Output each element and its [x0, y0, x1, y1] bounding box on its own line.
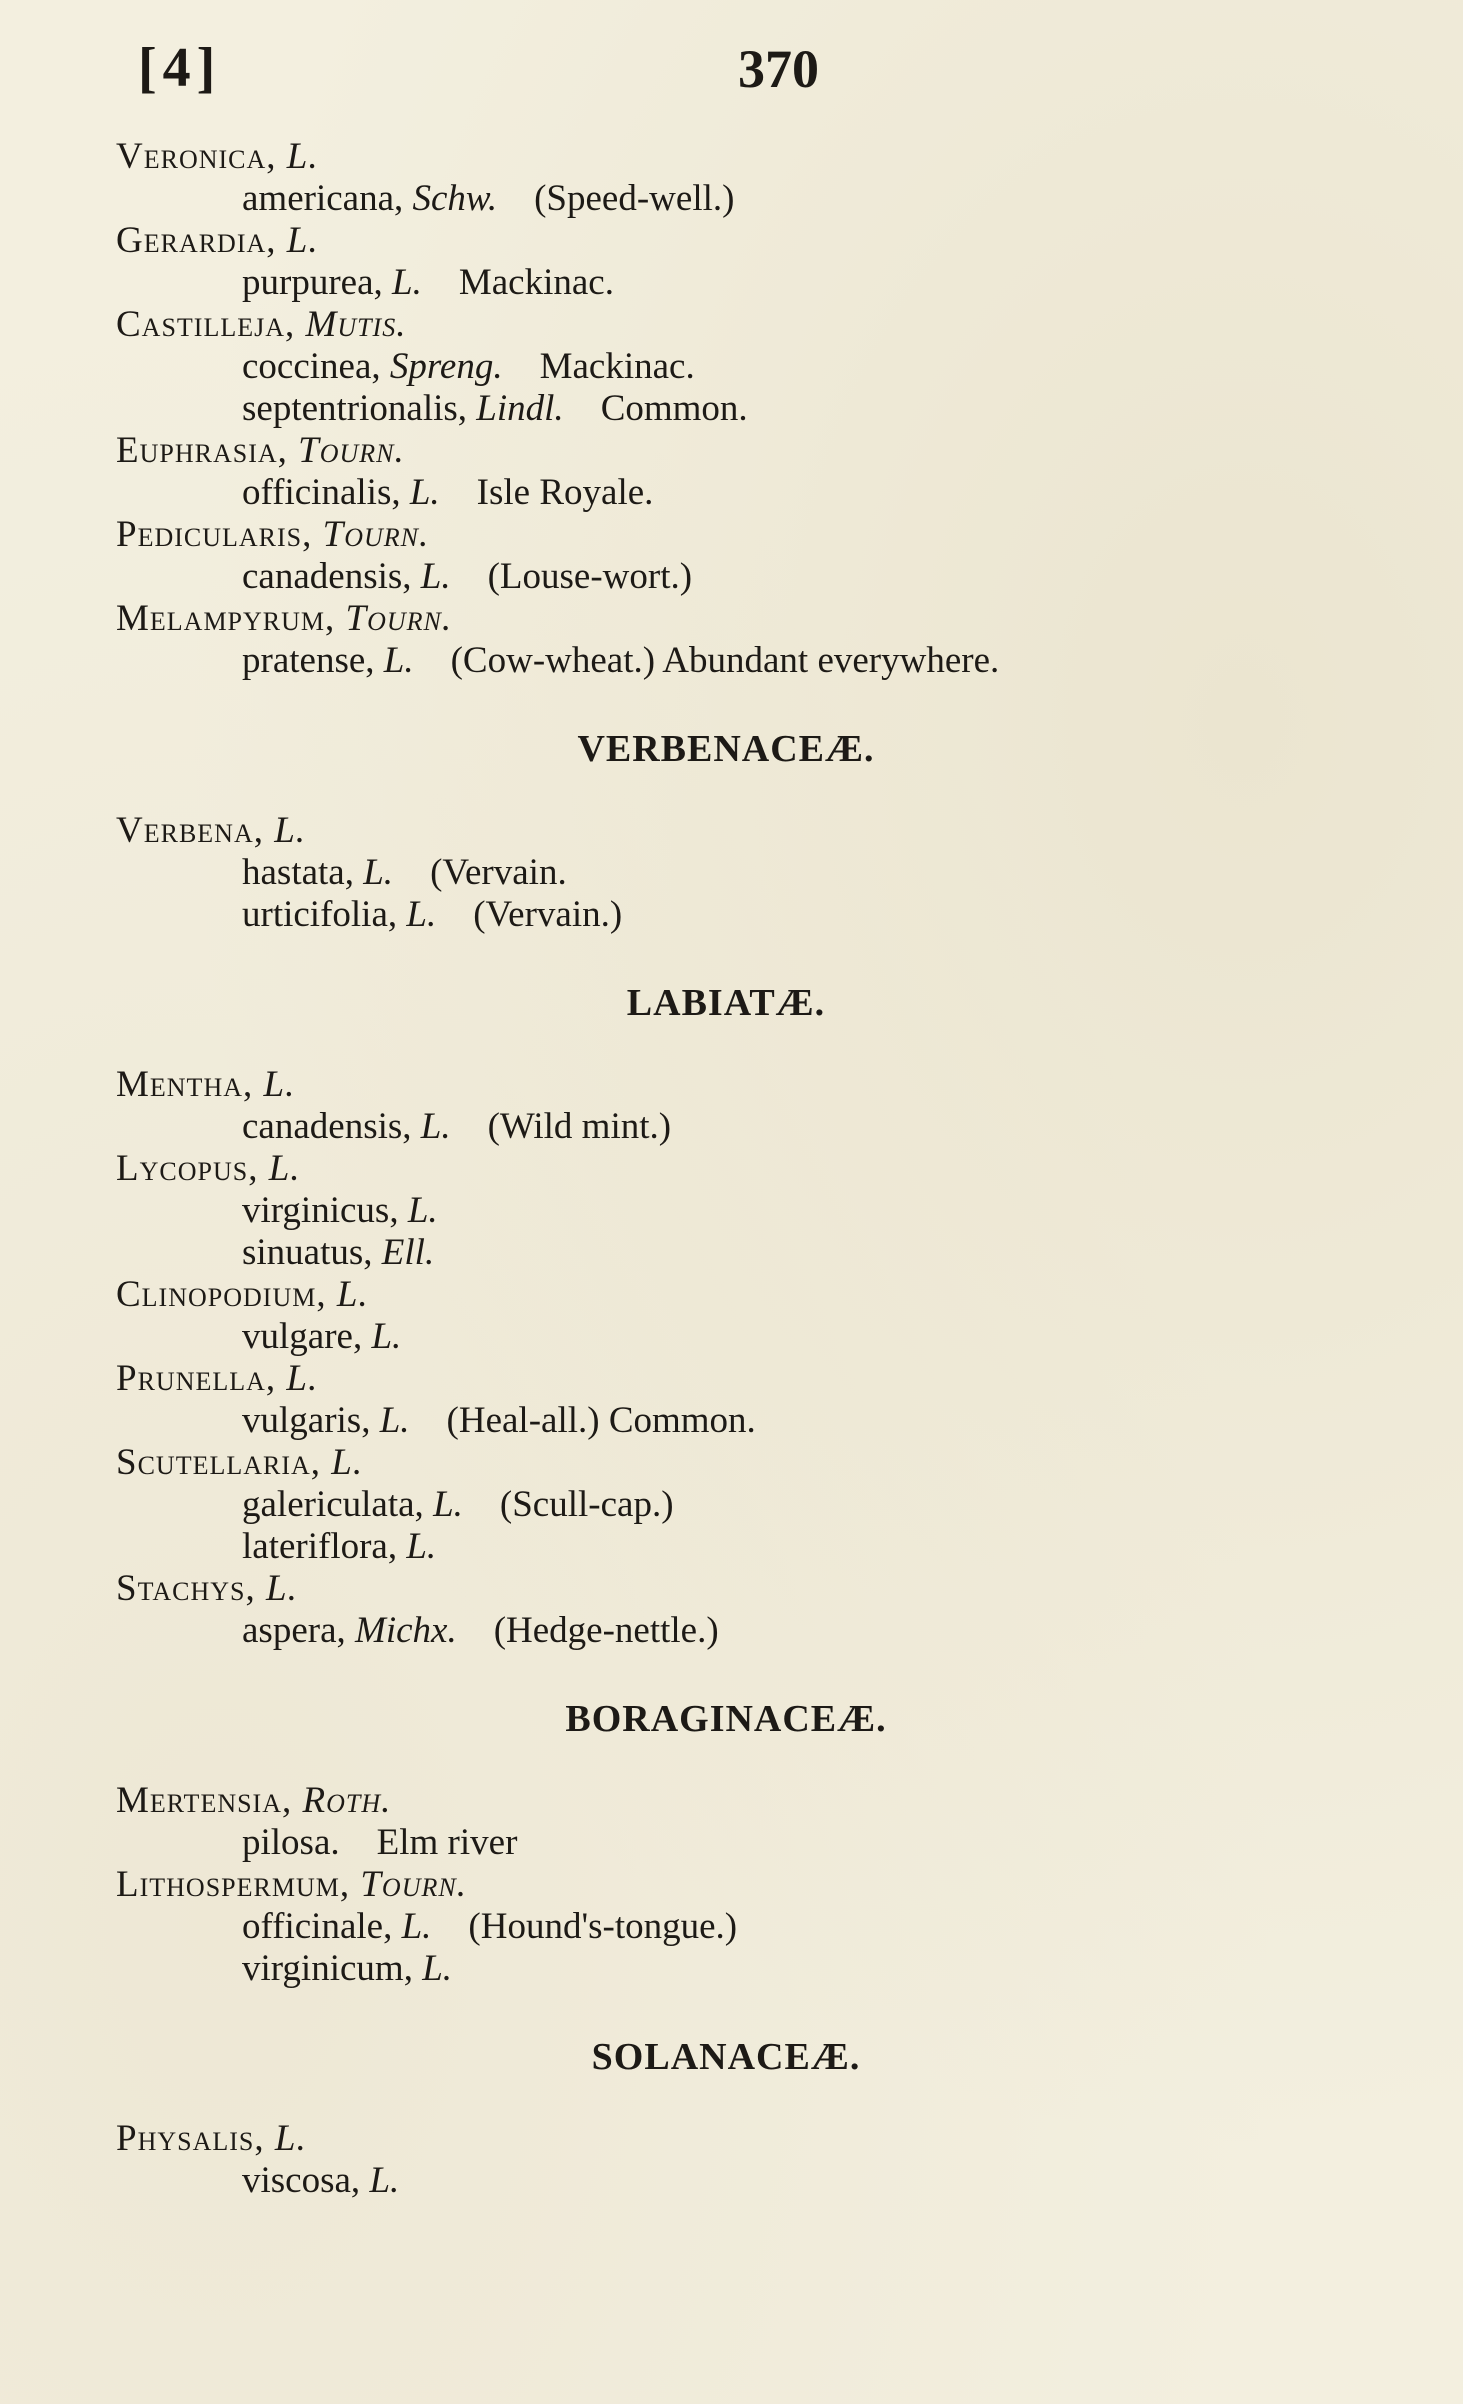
genus-name: Mentha,: [116, 1064, 254, 1105]
authority: L.: [286, 220, 319, 261]
genus-name: Veronica,: [116, 136, 277, 177]
authority: Tourn.: [298, 430, 405, 471]
genus-entry: [116, 430, 1296, 472]
authority: L.: [263, 1064, 296, 1105]
species-note: Mackinac.: [539, 346, 695, 387]
species-note: (Vervain.): [473, 894, 623, 935]
genus-entry: [116, 136, 1296, 178]
species-entry: [116, 1316, 1296, 1358]
genus-name: Lycopus,: [116, 1148, 259, 1189]
genus-name: Gerardia,: [116, 220, 277, 261]
species-list: [116, 136, 1296, 2202]
species-note: (Vervain.: [430, 852, 567, 893]
species-name: aspera,: [242, 1610, 346, 1651]
family-heading: VERBENACEÆ.: [577, 728, 875, 770]
species-name: pratense,: [242, 640, 375, 681]
family-heading: BORAGINACEÆ.: [565, 1698, 887, 1740]
species-entry: [116, 346, 1296, 388]
family-heading: LABIATÆ.: [626, 982, 826, 1024]
species-entry: [116, 388, 1296, 430]
authority: Mutis.: [305, 304, 407, 345]
species-name: sinuatus,: [242, 1232, 373, 1273]
species-name: canadensis,: [242, 556, 412, 597]
species-note: (Heal-all.) Common.: [446, 1400, 756, 1441]
species-note: Isle Royale.: [476, 472, 654, 513]
species-name: purpurea,: [242, 262, 383, 303]
species-entry: [116, 894, 1296, 936]
species-name: americana,: [242, 178, 404, 219]
authority: L.: [286, 1358, 319, 1399]
genus-name: Euphrasia,: [116, 430, 288, 471]
genus-name: Scutellaria,: [116, 1442, 322, 1483]
genus-name: Prunella,: [116, 1358, 277, 1399]
authority: L.: [433, 1484, 463, 1525]
species-entry: [116, 1400, 1296, 1442]
species-name: urticifolia,: [242, 894, 398, 935]
genus-entry: [116, 1358, 1296, 1400]
authority: Tourn.: [322, 514, 430, 555]
genus-entry: [116, 1568, 1296, 1610]
species-name: virginicum,: [242, 1948, 413, 1989]
species-entry: [116, 472, 1296, 514]
species-entry: [116, 178, 1296, 220]
authority: Schw.: [412, 178, 498, 219]
genus-name: Mertensia,: [116, 1780, 293, 1821]
genus-name: Stachys,: [116, 1568, 256, 1609]
authority: Roth.: [302, 1780, 392, 1821]
genus-entry: [116, 514, 1296, 556]
species-note: (Hedge-nettle.): [493, 1610, 719, 1651]
family-heading: SOLANACEÆ.: [591, 2036, 861, 2078]
signature-mark: [4]: [138, 37, 222, 99]
authority: Michx.: [355, 1610, 457, 1651]
species-name: virginicus,: [242, 1190, 399, 1231]
genus-entry: [116, 810, 1296, 852]
species-note: Mackinac.: [458, 262, 614, 303]
species-name: vulgare,: [242, 1316, 363, 1357]
authority: L.: [369, 2160, 400, 2201]
species-note: (Wild mint.): [487, 1106, 672, 1147]
species-name: galericulata,: [242, 1484, 424, 1525]
genus-name: Melampyrum,: [116, 598, 336, 639]
genus-entry: [116, 304, 1296, 346]
genus-name: Castilleja,: [116, 304, 296, 345]
genus-entry: [116, 1274, 1296, 1316]
species-name: viscosa,: [242, 2160, 361, 2201]
page-header: [0, 28, 1463, 108]
authority: L.: [406, 894, 437, 935]
genus-name: Physalis,: [116, 2118, 265, 2159]
species-name: coccinea,: [242, 346, 381, 387]
species-entry: [116, 1948, 1296, 1990]
species-entry: [116, 852, 1296, 894]
species-name: officinale,: [242, 1906, 393, 1947]
species-name: septentrionalis,: [242, 388, 468, 429]
genus-entry: [116, 598, 1296, 640]
authority: L.: [401, 1906, 432, 1947]
species-name: vulgaris,: [242, 1400, 371, 1441]
species-note: (Speed-well.): [534, 178, 735, 219]
genus-name: Verbena,: [116, 810, 264, 851]
species-name: officinalis,: [242, 472, 401, 513]
authority: L.: [409, 472, 440, 513]
species-entry: [116, 556, 1296, 598]
authority: L.: [336, 1274, 369, 1315]
authority: Spreng.: [389, 346, 503, 387]
genus-entry: [116, 2118, 1296, 2160]
authority: L.: [274, 810, 307, 851]
genus-name: Lithospermum,: [116, 1864, 351, 1905]
authority: Ell.: [381, 1232, 435, 1273]
species-note: (Hound's-tongue.): [468, 1906, 738, 1947]
species-entry: [116, 1526, 1296, 1568]
species-entry: [116, 1106, 1296, 1148]
species-entry: [116, 640, 1296, 682]
species-note: Elm river: [376, 1822, 518, 1863]
species-entry: [116, 1190, 1296, 1232]
authority: L.: [407, 1190, 438, 1231]
species-note: (Cow-wheat.) Abundant everywhere.: [450, 640, 1000, 681]
species-name: canadensis,: [242, 1106, 412, 1147]
authority: L.: [363, 852, 394, 893]
authority: L.: [420, 556, 451, 597]
authority: L.: [383, 640, 414, 681]
genus-entry: [116, 220, 1296, 262]
species-name: lateriflora,: [242, 1526, 398, 1567]
species-entry: [116, 1484, 1296, 1526]
species-note: (Scull-cap.): [499, 1484, 674, 1525]
genus-entry: [116, 1864, 1296, 1906]
species-name: hastata,: [242, 852, 354, 893]
species-entry: [116, 262, 1296, 304]
species-entry: [116, 1610, 1296, 1652]
authority: L.: [420, 1106, 451, 1147]
species-name: pilosa.: [242, 1822, 340, 1863]
authority: L.: [331, 1442, 364, 1483]
authority: L.: [266, 1568, 298, 1609]
genus-name: Clinopodium,: [116, 1274, 327, 1315]
authority: Lindl.: [476, 388, 564, 429]
authority: L.: [274, 2118, 307, 2159]
page-number: 370: [738, 39, 819, 99]
authority: L.: [406, 1526, 437, 1567]
species-entry: [116, 2160, 1296, 2202]
authority: L.: [422, 1948, 453, 1989]
genus-entry: [116, 1442, 1296, 1484]
authority: L.: [392, 262, 422, 303]
genus-entry: [116, 1148, 1296, 1190]
species-entry: [116, 1822, 1296, 1864]
genus-entry: [116, 1064, 1296, 1106]
species-note: (Louse-wort.): [487, 556, 693, 597]
species-entry: [116, 1232, 1296, 1274]
authority: L.: [286, 136, 319, 177]
authority: Tourn.: [345, 598, 453, 639]
genus-entry: [116, 1780, 1296, 1822]
species-note: Common.: [600, 388, 748, 429]
authority: L.: [371, 1316, 402, 1357]
authority: L.: [268, 1148, 301, 1189]
authority: Tourn.: [360, 1864, 467, 1905]
authority: L.: [379, 1400, 410, 1441]
species-entry: [116, 1906, 1296, 1948]
genus-name: Pedicularis,: [116, 514, 313, 555]
